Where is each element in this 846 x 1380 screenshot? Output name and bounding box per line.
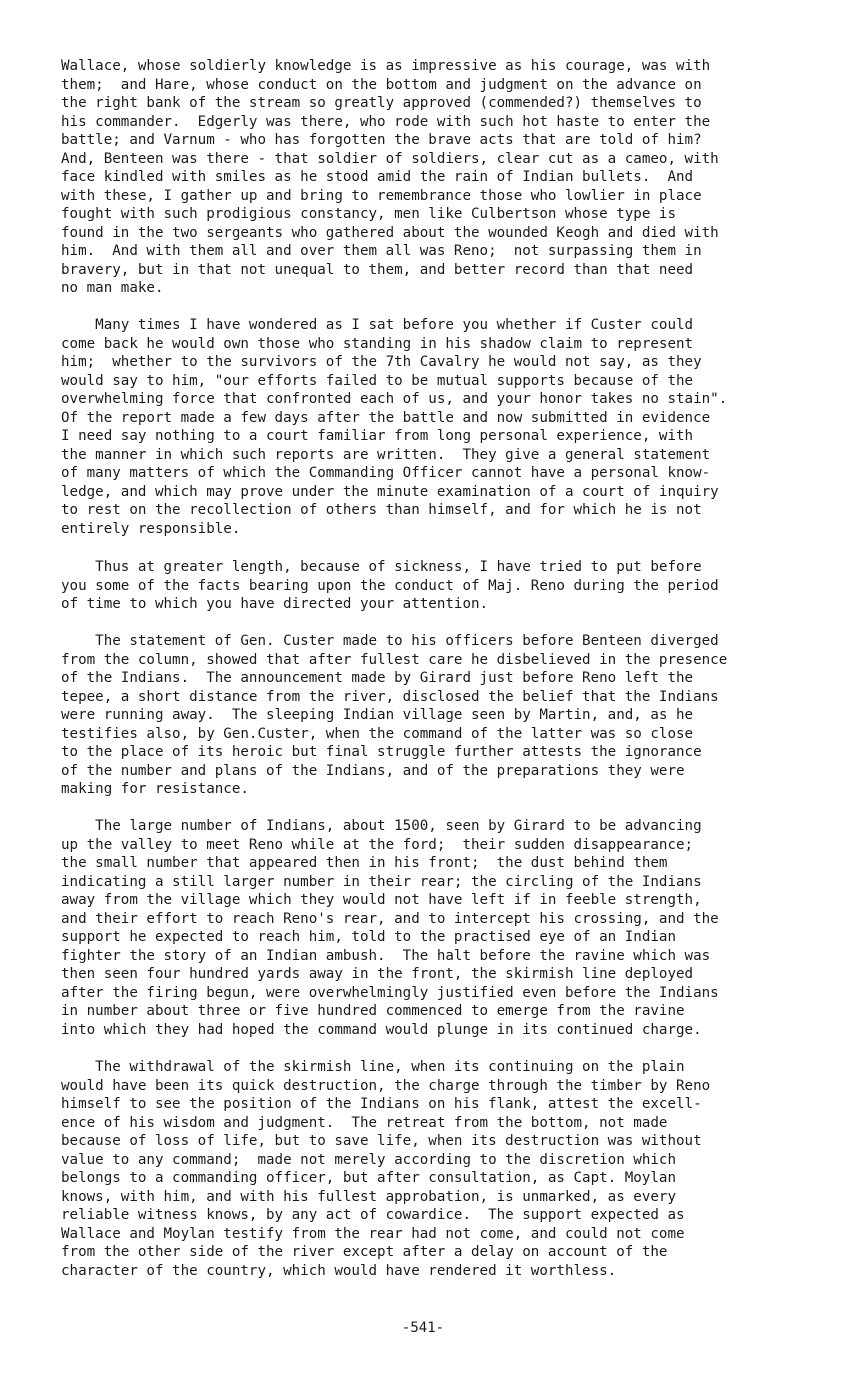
text-line: him. And with them all and over them all was Reno; not surpassing them in: [61, 243, 702, 259]
text-line: knows, with him, and with his fullest approbation, is unmarked, as every: [61, 1188, 676, 1205]
text-line: of many matters of which the Commanding Officer cannot have a personal know-: [61, 465, 711, 481]
text-line: from the other side of the river except after a delay on account of the: [61, 1244, 668, 1260]
text-line: support he expected to reach him, told to the practised eye of an Indian: [61, 929, 676, 945]
text-line: The statement of Gen. Custer made to his officers before Benteen diverged: [61, 633, 719, 649]
paragraph-6: [61, 1058, 801, 1280]
text-line: him; whether to the survivors of the 7th Cavalry he would not say, as they: [61, 354, 702, 370]
text-line: come back he would own those who standing in his shadow claim to represent: [61, 335, 694, 352]
paragraph-3: [61, 558, 801, 614]
text-line: you some of the facts bearing upon the conduct of Maj. Reno during the period: [61, 577, 719, 594]
text-line: value to any command; made not merely according to the discretion which: [61, 1151, 676, 1168]
text-line: because of loss of life, but to save life, when its destruction was without: [61, 1133, 702, 1149]
text-line: The large number of Indians, about 1500, seen by Girard to be advancing: [61, 818, 702, 834]
text-line: reliable witness knows, by any act of cowardice. The support expected as: [61, 1207, 685, 1223]
text-line: The withdrawal of the skirmish line, when its continuing on the plain: [61, 1059, 685, 1075]
text-line: I need say nothing to a court familiar from long personal experience, with: [61, 428, 694, 444]
text-line: to the place of its heroic but final struggle further attests the ignorance: [61, 744, 702, 760]
paragraph-5: [61, 817, 801, 1039]
text-line: up the valley to meet Reno while at the ford; their sudden disappearance;: [61, 836, 694, 853]
text-line: Wallace and Moylan testify from the rear had not come, and could not come: [61, 1225, 685, 1242]
paragraph-2: [61, 316, 801, 538]
text-line: Of the report made a few days after the battle and now submitted in evidence: [61, 409, 711, 426]
text-line: ledge, and which may prove under the minute examination of a court of inquiry: [61, 483, 719, 500]
text-line: no man make.: [61, 280, 164, 296]
paragraph-4: [61, 632, 801, 799]
text-line: his commander. Edgerly was there, who rode with such hot haste to enter the: [61, 113, 711, 130]
text-line: Many times I have wondered as I sat before you whether if Custer could: [61, 317, 694, 333]
text-line: And, Benteen was there - that soldier of soldiers, clear cut as a cameo, with: [61, 150, 719, 167]
text-line: himself to see the position of the Indians on his flank, attest the excell-: [61, 1096, 702, 1112]
text-line: entirely responsible.: [61, 520, 241, 537]
text-line: found in the two sergeants who gathered about the wounded Keogh and died with: [61, 224, 719, 241]
text-line: making for resistance.: [61, 781, 249, 797]
text-line: in number about three or five hundred commenced to emerge from the ravine: [61, 1003, 685, 1019]
text-line: of time to which you have directed your attention.: [61, 596, 489, 612]
text-line: overwhelming force that confronted each of us, and your honor takes no stain".: [61, 391, 728, 407]
text-line: into which they had hoped the command would plunge in its continued charge.: [61, 1021, 702, 1038]
text-line: fought with such prodigious constancy, men like Culbertson whose type is: [61, 206, 676, 222]
text-line: to rest on the recollection of others than himself, and for which he is not: [61, 502, 702, 518]
text-line: of the Indians. The announcement made by Girard just before Reno left the: [61, 670, 694, 686]
text-line: the small number that appeared then in his front; the dust behind them: [61, 855, 668, 871]
text-line: bravery, but in that not unequal to them, and better record than that need: [61, 261, 694, 278]
text-line: after the firing begun, were overwhelmingly justified even before the Indians: [61, 984, 719, 1001]
text-line: indicating a still larger number in their rear; the circling of the Indians: [61, 873, 702, 890]
text-line: testifies also, by Gen.Custer, when the command of the latter was so close: [61, 725, 694, 742]
text-line: Thus at greater length, because of sickness, I have tried to put before: [61, 559, 702, 575]
text-line: from the column, showed that after fullest care he disbelieved in the presence: [61, 651, 728, 668]
text-line: the right bank of the stream so greatly approved (commended?) themselves to: [61, 95, 702, 111]
text-line: with these, I gather up and bring to remembrance those who lowlier in place: [61, 187, 702, 204]
text-line: battle; and Varnum - who has forgotten the brave acts that are told of him?: [61, 132, 702, 148]
paragraph-1: [61, 57, 801, 298]
page-number: -541-: [401, 1320, 445, 1336]
text-line: would have been its quick destruction, the charge through the timber by Reno: [61, 1077, 711, 1094]
text-line: the manner in which such reports are written. They give a general statement: [61, 446, 711, 463]
text-line: fighter the story of an Indian ambush. The halt before the ravine which was: [61, 947, 711, 964]
text-line: away from the village which they would not have left if in feeble strength,: [61, 892, 702, 908]
text-line: then seen four hundred yards away in the front, the skirmish line deployed: [61, 966, 694, 982]
text-line: would say to him, "our efforts failed to be mutual supports because of the: [61, 372, 694, 389]
text-line: tepee, a short distance from the river, disclosed the belief that the Indians: [61, 688, 719, 705]
text-line: face kindled with smiles as he stood amid the rain of Indian bullets. And: [61, 169, 694, 185]
text-line: them; and Hare, whose conduct on the bottom and judgment on the advance on: [61, 76, 702, 93]
text-line: and their effort to reach Reno's rear, and to intercept his crossing, and the: [61, 910, 719, 927]
text-line: were running away. The sleeping Indian village seen by Martin, and, as he: [61, 707, 694, 723]
text-line: character of the country, which would have rendered it worthless.: [61, 1262, 617, 1279]
text-line: Wallace, whose soldierly knowledge is as impressive as his courage, was with: [61, 58, 711, 74]
text-line: of the number and plans of the Indians, and of the preparations they were: [61, 762, 685, 779]
text-line: belongs to a commanding officer, but after consultation, as Capt. Moylan: [61, 1170, 676, 1186]
text-line: ence of his wisdom and judgment. The retreat from the bottom, not made: [61, 1114, 668, 1131]
